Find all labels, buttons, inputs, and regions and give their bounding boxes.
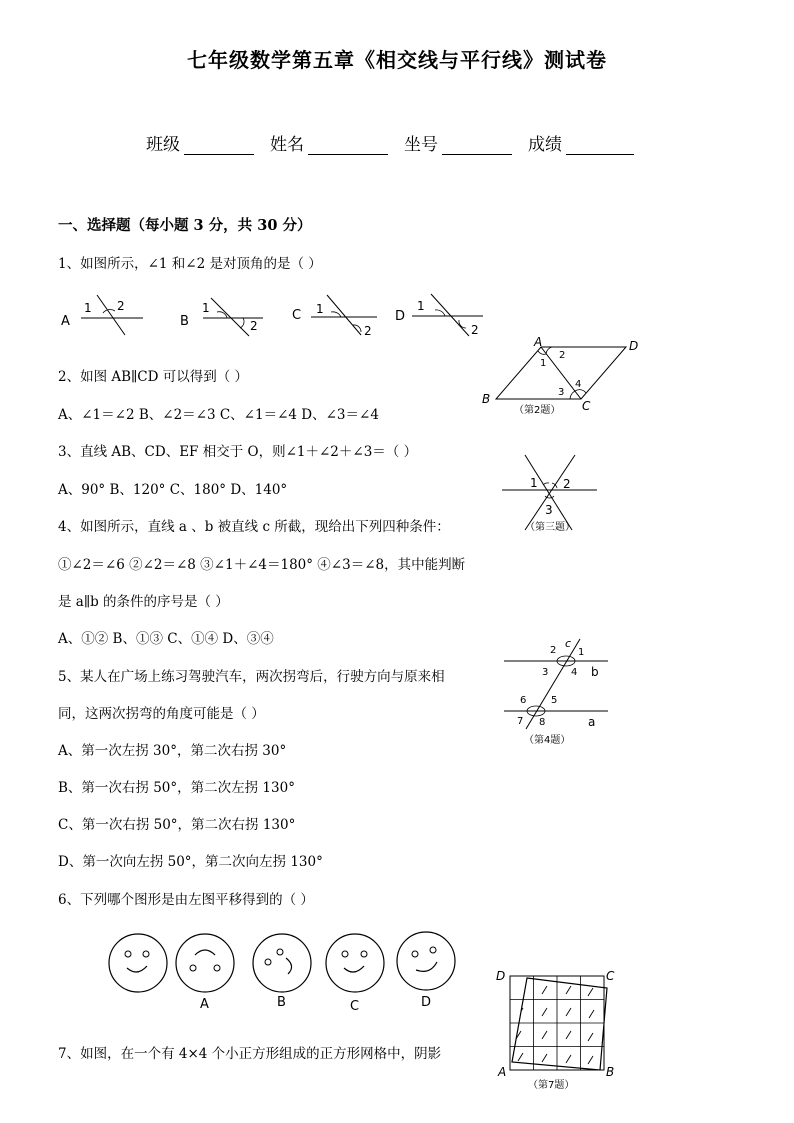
q4-angle-1: 1 <box>578 647 585 658</box>
q6-label-b: B <box>277 995 286 1010</box>
q6-label-d: D <box>421 995 432 1010</box>
q1-option-b-label: B <box>180 314 189 329</box>
q2-arc-2 <box>546 347 552 354</box>
q2-point-b: B <box>482 392 491 406</box>
q3-angle-1: 1 <box>530 476 538 490</box>
question-7: 7、如图，在一个有 4×4 个小正方形组成的正方形网格中，阴影 <box>58 1046 442 1062</box>
q6-face-c[interactable] <box>326 934 384 992</box>
q2-angle-2: 2 <box>559 350 566 361</box>
q4-angle-6: 6 <box>520 695 527 706</box>
q3-figure <box>497 450 607 538</box>
q1-b-arc2 <box>240 318 244 328</box>
q7-point-c: C <box>606 969 615 983</box>
question-3-choices: A、90° B、120° C、180° D、140° <box>58 482 288 498</box>
q7-point-d: D <box>496 969 506 983</box>
q4-angle-4: 4 <box>571 667 578 678</box>
score-blank[interactable] <box>566 134 634 155</box>
q7-hatching <box>516 986 594 1064</box>
seat-blank[interactable] <box>442 134 512 155</box>
q1-figures <box>55 290 495 338</box>
q7-point-b: B <box>606 1065 615 1079</box>
question-3: 3、直线 AB、CD、EF 相交于 O，则∠1＋∠2＋∠3＝（ ） <box>58 444 418 460</box>
q6-face-b[interactable] <box>253 934 311 992</box>
q1-d-angle1: 1 <box>417 299 425 313</box>
q6-figures <box>100 928 470 1016</box>
question-4-choices: A、①② B、①③ C、①④ D、③④ <box>58 631 274 647</box>
score-label: 成绩 <box>528 135 562 155</box>
name-label: 姓名 <box>270 135 304 155</box>
q6-face-a[interactable] <box>176 934 234 992</box>
q1-b-angle1: 1 <box>202 301 210 315</box>
class-blank[interactable] <box>184 134 254 155</box>
q2-angle-3: 3 <box>558 387 565 398</box>
q1-a-angle2: 2 <box>117 299 125 313</box>
question-4-conditions: ①∠2＝∠6 ②∠2＝∠8 ③∠1＋∠4＝180° ④∠3＝∠8，其中能判断 <box>58 557 466 573</box>
question-5-choice-b: B、第一次右拐 50°，第二次左拐 130° <box>58 780 295 796</box>
q1-c-line2 <box>327 295 361 335</box>
q1-b-angle2: 2 <box>250 319 258 333</box>
q1-d-arc2 <box>459 320 466 328</box>
question-5-cont: 同，这两次拐弯的角度可能是（ ） <box>58 706 265 722</box>
q2-angle-4: 4 <box>575 379 582 390</box>
q4-caption: （第4题） <box>524 735 571 746</box>
q4-angle-3: 3 <box>542 667 549 678</box>
q1-option-a-label: A <box>61 314 70 329</box>
question-5: 5、某人在广场上练习驾驶汽车，两次拐弯后，行驶方向与原来相 <box>58 669 445 685</box>
section-heading: 一、选择题（每小题 3 分，共 30 分） <box>58 217 312 234</box>
page-title: 七年级数学第五章《相交线与平行线》测试卷 <box>187 48 607 72</box>
q6-label-a: A <box>200 997 209 1012</box>
class-label: 班级 <box>146 135 180 155</box>
question-2: 2、如图 AB∥CD 可以得到（ ） <box>58 369 249 385</box>
question-5-choice-d: D、第一次向左拐 50°，第二次向左拐 130° <box>58 854 323 870</box>
name-blank[interactable] <box>308 134 388 155</box>
q1-c-arc1 <box>331 312 341 317</box>
question-4-ask: 是 a∥b 的条件的序号是（ ） <box>58 594 229 610</box>
question-5-choice-a: A、第一次左拐 30°，第二次右拐 30° <box>58 743 287 759</box>
q4-angle-2: 2 <box>550 645 557 656</box>
q1-d-arc1 <box>435 310 445 316</box>
q4-angle-8: 8 <box>539 717 546 728</box>
q1-a-angle1: 1 <box>84 301 92 315</box>
q1-option-c-label: C <box>292 308 302 323</box>
question-1: 1、如图所示，∠1 和∠2 是对顶角的是（ ） <box>58 256 322 272</box>
q4-angle-5: 5 <box>551 695 558 706</box>
q3-arc-1 <box>543 483 549 485</box>
q1-c-angle2: 2 <box>364 324 372 338</box>
q2-point-a: A <box>534 335 543 349</box>
q4-label-a: a <box>588 715 596 729</box>
question-4: 4、如图所示，直线 a 、b 被直线 c 所截，现给出下列四种条件： <box>58 519 450 535</box>
q6-face-d[interactable] <box>397 932 455 990</box>
q2-point-d: D <box>629 339 639 353</box>
q6-original-face <box>109 934 167 992</box>
q2-angle-1: 1 <box>540 358 547 369</box>
question-6: 6、下列哪个图形是由左图平移得到的（ ） <box>58 892 314 908</box>
q4-figure <box>498 637 618 749</box>
q7-grid-lines <box>510 976 604 1070</box>
q1-b-line2 <box>211 298 249 336</box>
q3-angle-3: 3 <box>545 503 553 517</box>
q1-d-line2 <box>431 294 469 336</box>
q2-arc-4 <box>575 390 586 393</box>
q3-angle-2: 2 <box>563 477 571 491</box>
question-2-choices: A、∠1＝∠2 B、∠2＝∠3 C、∠1＝∠4 D、∠3＝∠4 <box>58 407 379 423</box>
q7-figure <box>492 966 632 1096</box>
q4-angle-7: 7 <box>517 716 524 727</box>
q1-d-angle2: 2 <box>471 323 479 337</box>
q7-point-a: A <box>498 1065 507 1079</box>
q3-caption: （第三题） <box>525 522 575 533</box>
q4-label-c: c <box>565 637 572 650</box>
q2-caption: （第2题） <box>514 405 561 416</box>
q7-caption: （第7题） <box>528 1080 575 1091</box>
seat-label: 坐号 <box>404 135 438 155</box>
q6-label-c: C <box>350 999 360 1014</box>
question-5-choice-c: C、第一次右拐 50°，第二次右拐 130° <box>58 817 296 833</box>
q2-arc-3 <box>570 391 575 399</box>
student-info-row <box>146 130 648 155</box>
q1-c-angle1: 1 <box>316 302 324 316</box>
q2-point-c: C <box>582 399 591 413</box>
q1-option-d-label: D <box>395 309 406 324</box>
q4-label-b: b <box>591 665 599 679</box>
q2-figure <box>478 333 654 419</box>
